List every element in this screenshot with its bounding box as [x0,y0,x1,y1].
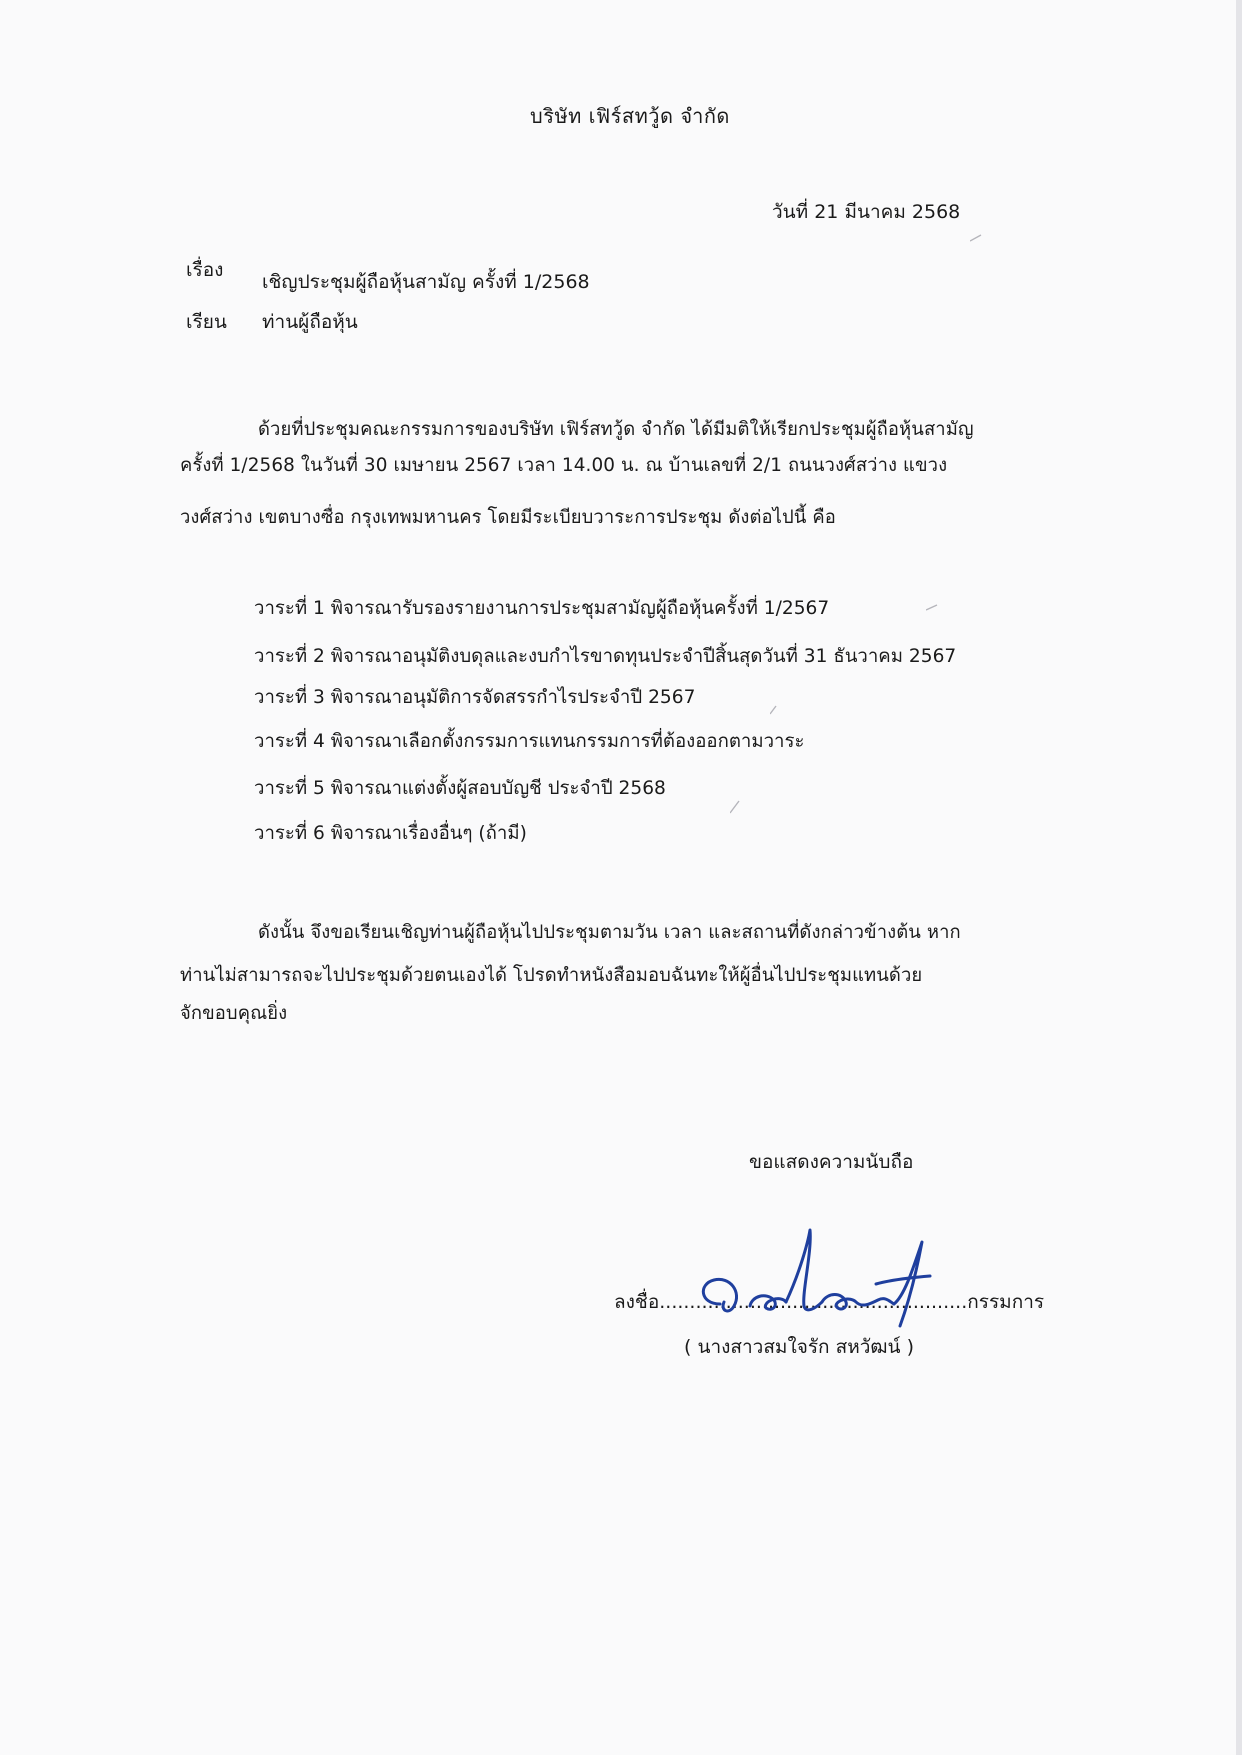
closing-line-3: จักขอบคุณยิ่ง [180,1003,288,1024]
recipient-label: เรียน [186,311,227,333]
scan-mark [730,800,740,814]
agenda-item-4: วาระที่ 4 พิจารณาเลือกตั้งกรรมการแทนกรรมการที่ต้องออกตามวาระ [254,731,805,752]
scan-mark [770,705,778,715]
closing-line-2: ท่านไม่สามารถจะไปประชุมด้วยตนเองได้ โปรดทำหนังสือมอบฉันทะให้ผู้อื่นไปประชุมแทนด้วย [180,965,923,986]
agenda-item-5: วาระที่ 5 พิจารณาแต่งตั้งผู้สอบบัญชี ประจำปี 2568 [254,778,666,799]
page-edge-shadow [1236,0,1242,1755]
body-line-1: ด้วยที่ประชุมคณะกรรมการของบริษัท เฟิร์สทวู้ด จำกัด ได้มีมติให้เรียกประชุมผู้ถือหุ้นสามัญ [258,419,974,440]
regards-text: ขอแสดงความนับถือ [749,1151,914,1173]
letter-date: วันที่ 21 มีนาคม 2568 [772,201,961,223]
agenda-item-6: วาระที่ 6 พิจารณาเรื่องอื่นๆ (ถ้ามี) [254,823,527,844]
signature-label: ลงชื่อ [614,1291,660,1313]
handwritten-signature [690,1222,950,1332]
agenda-item-3: วาระที่ 3 พิจารณาอนุมัติการจัดสรรกำไรประจำปี 2567 [254,687,696,708]
company-name: บริษัท เฟิร์สทวู้ด จำกัด [530,104,730,128]
body-line-2: ครั้งที่ 1/2568 ในวันที่ 30 เมษายน 2567 เวลา 14.00 น. ณ บ้านเลขที่ 2/1 ถนนวงศ์สว่าง แขวง [180,455,948,476]
body-line-3: วงศ์สว่าง เขตบางซื่อ กรุงเทพมหานคร โดยมีระเบียบวาระการประชุม ดังต่อไปนี้ คือ [180,507,836,528]
agenda-item-1: วาระที่ 1 พิจารณารับรองรายงานการประชุมสามัญผู้ถือหุ้นครั้งที่ 1/2567 [254,598,830,619]
signature-dots: ................................................... [659,1291,968,1313]
subject-label: เรื่อง [186,259,224,281]
scan-mark [970,234,982,242]
signer-name: ( นางสาวสมใจรัก สหวัฒน์ ) [684,1336,914,1358]
signature-role: กรรมการ [967,1291,1045,1313]
recipient-text: ท่านผู้ถือหุ้น [262,311,358,333]
closing-line-1: ดังนั้น จึงขอเรียนเชิญท่านผู้ถือหุ้นไปประชุมตามวัน เวลา และสถานที่ดังกล่าวข้างต้น หาก [258,922,961,943]
agenda-item-2: วาระที่ 2 พิจารณาอนุมัติงบดุลและงบกำไรขาดทุนประจำปีสิ้นสุดวันที่ 31 ธันวาคม 2567 [254,646,957,667]
subject-text: เชิญประชุมผู้ถือหุ้นสามัญ ครั้งที่ 1/2568 [262,271,590,293]
scan-mark [926,603,938,611]
